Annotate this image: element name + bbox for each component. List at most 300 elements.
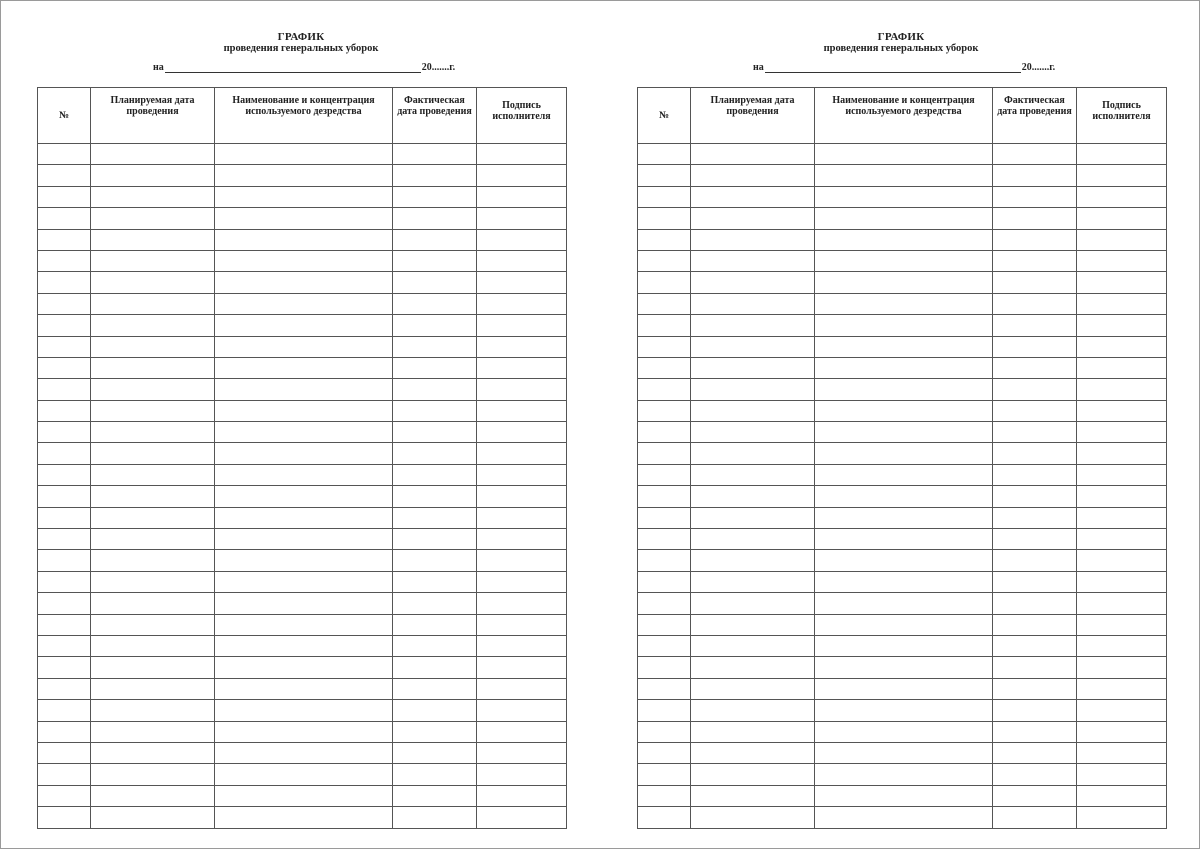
- cell-actual-date[interactable]: [393, 165, 477, 186]
- cell-planned-date[interactable]: [91, 657, 215, 678]
- cell-actual-date[interactable]: [993, 593, 1077, 614]
- cell-signature[interactable]: [477, 507, 567, 528]
- cell-signature[interactable]: [1077, 721, 1167, 742]
- cell-signature[interactable]: [477, 486, 567, 507]
- cell-number[interactable]: [38, 315, 91, 336]
- cell-actual-date[interactable]: [993, 379, 1077, 400]
- cell-actual-date[interactable]: [393, 700, 477, 721]
- cell-signature[interactable]: [1077, 614, 1167, 635]
- cell-actual-date[interactable]: [393, 422, 477, 443]
- cell-actual-date[interactable]: [393, 764, 477, 785]
- cell-disinfectant[interactable]: [215, 208, 393, 229]
- cell-planned-date[interactable]: [691, 422, 815, 443]
- cell-actual-date[interactable]: [993, 614, 1077, 635]
- cell-signature[interactable]: [1077, 208, 1167, 229]
- cell-actual-date[interactable]: [993, 529, 1077, 550]
- cell-planned-date[interactable]: [691, 700, 815, 721]
- cell-signature[interactable]: [1077, 250, 1167, 271]
- cell-planned-date[interactable]: [91, 614, 215, 635]
- cell-planned-date[interactable]: [691, 379, 815, 400]
- cell-actual-date[interactable]: [993, 400, 1077, 421]
- cell-disinfectant[interactable]: [215, 721, 393, 742]
- cell-signature[interactable]: [477, 229, 567, 250]
- cell-actual-date[interactable]: [393, 507, 477, 528]
- cell-signature[interactable]: [1077, 293, 1167, 314]
- cell-disinfectant[interactable]: [215, 657, 393, 678]
- cell-actual-date[interactable]: [993, 165, 1077, 186]
- cell-actual-date[interactable]: [393, 614, 477, 635]
- period-blank[interactable]: [765, 63, 1021, 73]
- cell-signature[interactable]: [477, 464, 567, 485]
- cell-actual-date[interactable]: [993, 742, 1077, 763]
- cell-signature[interactable]: [1077, 550, 1167, 571]
- cell-actual-date[interactable]: [993, 507, 1077, 528]
- cell-planned-date[interactable]: [91, 700, 215, 721]
- cell-actual-date[interactable]: [393, 186, 477, 207]
- cell-disinfectant[interactable]: [815, 250, 993, 271]
- cell-number[interactable]: [638, 785, 691, 806]
- cell-planned-date[interactable]: [691, 464, 815, 485]
- cell-signature[interactable]: [477, 144, 567, 165]
- cell-planned-date[interactable]: [691, 550, 815, 571]
- cell-number[interactable]: [638, 657, 691, 678]
- cell-number[interactable]: [638, 593, 691, 614]
- cell-number[interactable]: [38, 678, 91, 699]
- cell-signature[interactable]: [477, 400, 567, 421]
- cell-planned-date[interactable]: [691, 657, 815, 678]
- cell-number[interactable]: [38, 165, 91, 186]
- cell-number[interactable]: [38, 379, 91, 400]
- cell-planned-date[interactable]: [91, 400, 215, 421]
- cell-signature[interactable]: [477, 764, 567, 785]
- cell-number[interactable]: [638, 379, 691, 400]
- cell-disinfectant[interactable]: [815, 593, 993, 614]
- cell-number[interactable]: [638, 357, 691, 378]
- cell-disinfectant[interactable]: [815, 507, 993, 528]
- cell-actual-date[interactable]: [393, 486, 477, 507]
- cell-planned-date[interactable]: [91, 764, 215, 785]
- cell-number[interactable]: [638, 529, 691, 550]
- cell-disinfectant[interactable]: [815, 443, 993, 464]
- cell-signature[interactable]: [1077, 507, 1167, 528]
- cell-disinfectant[interactable]: [215, 571, 393, 592]
- cell-disinfectant[interactable]: [815, 529, 993, 550]
- cell-signature[interactable]: [1077, 678, 1167, 699]
- cell-number[interactable]: [38, 507, 91, 528]
- cell-number[interactable]: [638, 165, 691, 186]
- cell-disinfectant[interactable]: [215, 272, 393, 293]
- cell-actual-date[interactable]: [393, 293, 477, 314]
- cell-number[interactable]: [38, 807, 91, 828]
- cell-actual-date[interactable]: [993, 208, 1077, 229]
- cell-planned-date[interactable]: [691, 678, 815, 699]
- cell-actual-date[interactable]: [393, 571, 477, 592]
- cell-disinfectant[interactable]: [815, 635, 993, 656]
- cell-planned-date[interactable]: [91, 186, 215, 207]
- cell-actual-date[interactable]: [993, 144, 1077, 165]
- cell-planned-date[interactable]: [91, 464, 215, 485]
- cell-planned-date[interactable]: [691, 742, 815, 763]
- cell-signature[interactable]: [1077, 486, 1167, 507]
- cell-planned-date[interactable]: [91, 250, 215, 271]
- cell-actual-date[interactable]: [993, 357, 1077, 378]
- cell-actual-date[interactable]: [393, 529, 477, 550]
- cell-number[interactable]: [38, 443, 91, 464]
- cell-disinfectant[interactable]: [815, 678, 993, 699]
- cell-signature[interactable]: [477, 785, 567, 806]
- cell-actual-date[interactable]: [993, 721, 1077, 742]
- cell-number[interactable]: [38, 208, 91, 229]
- cell-disinfectant[interactable]: [215, 250, 393, 271]
- cell-planned-date[interactable]: [91, 486, 215, 507]
- cell-number[interactable]: [638, 293, 691, 314]
- cell-planned-date[interactable]: [91, 678, 215, 699]
- cell-number[interactable]: [638, 272, 691, 293]
- cell-planned-date[interactable]: [91, 379, 215, 400]
- cell-number[interactable]: [638, 208, 691, 229]
- cell-disinfectant[interactable]: [215, 165, 393, 186]
- cell-signature[interactable]: [477, 529, 567, 550]
- cell-signature[interactable]: [477, 272, 567, 293]
- cell-number[interactable]: [38, 529, 91, 550]
- cell-planned-date[interactable]: [691, 229, 815, 250]
- cell-number[interactable]: [638, 144, 691, 165]
- cell-actual-date[interactable]: [993, 272, 1077, 293]
- cell-signature[interactable]: [1077, 464, 1167, 485]
- cell-actual-date[interactable]: [993, 764, 1077, 785]
- cell-number[interactable]: [38, 229, 91, 250]
- cell-actual-date[interactable]: [393, 400, 477, 421]
- cell-number[interactable]: [638, 422, 691, 443]
- cell-actual-date[interactable]: [993, 635, 1077, 656]
- cell-signature[interactable]: [477, 336, 567, 357]
- cell-number[interactable]: [638, 764, 691, 785]
- cell-actual-date[interactable]: [393, 208, 477, 229]
- cell-disinfectant[interactable]: [215, 144, 393, 165]
- cell-actual-date[interactable]: [993, 293, 1077, 314]
- cell-number[interactable]: [638, 742, 691, 763]
- cell-actual-date[interactable]: [993, 678, 1077, 699]
- cell-actual-date[interactable]: [393, 272, 477, 293]
- cell-planned-date[interactable]: [691, 571, 815, 592]
- cell-disinfectant[interactable]: [215, 357, 393, 378]
- cell-actual-date[interactable]: [393, 678, 477, 699]
- cell-number[interactable]: [38, 186, 91, 207]
- cell-planned-date[interactable]: [91, 742, 215, 763]
- cell-planned-date[interactable]: [91, 785, 215, 806]
- cell-disinfectant[interactable]: [815, 400, 993, 421]
- cell-planned-date[interactable]: [691, 721, 815, 742]
- cell-disinfectant[interactable]: [815, 550, 993, 571]
- cell-planned-date[interactable]: [91, 422, 215, 443]
- cell-number[interactable]: [38, 400, 91, 421]
- cell-disinfectant[interactable]: [815, 486, 993, 507]
- cell-signature[interactable]: [477, 678, 567, 699]
- cell-signature[interactable]: [477, 379, 567, 400]
- cell-actual-date[interactable]: [393, 742, 477, 763]
- cell-number[interactable]: [638, 400, 691, 421]
- cell-actual-date[interactable]: [393, 336, 477, 357]
- cell-signature[interactable]: [477, 593, 567, 614]
- cell-planned-date[interactable]: [691, 186, 815, 207]
- cell-signature[interactable]: [1077, 764, 1167, 785]
- cell-actual-date[interactable]: [993, 422, 1077, 443]
- cell-number[interactable]: [38, 764, 91, 785]
- cell-planned-date[interactable]: [91, 721, 215, 742]
- cell-signature[interactable]: [1077, 422, 1167, 443]
- cell-number[interactable]: [38, 293, 91, 314]
- cell-disinfectant[interactable]: [815, 785, 993, 806]
- cell-planned-date[interactable]: [691, 144, 815, 165]
- cell-actual-date[interactable]: [393, 315, 477, 336]
- cell-number[interactable]: [38, 250, 91, 271]
- cell-number[interactable]: [38, 700, 91, 721]
- cell-number[interactable]: [38, 721, 91, 742]
- cell-number[interactable]: [638, 571, 691, 592]
- cell-number[interactable]: [638, 336, 691, 357]
- cell-number[interactable]: [38, 635, 91, 656]
- cell-disinfectant[interactable]: [215, 742, 393, 763]
- cell-signature[interactable]: [1077, 144, 1167, 165]
- cell-signature[interactable]: [1077, 357, 1167, 378]
- cell-actual-date[interactable]: [993, 807, 1077, 828]
- cell-actual-date[interactable]: [993, 550, 1077, 571]
- cell-signature[interactable]: [1077, 742, 1167, 763]
- cell-disinfectant[interactable]: [215, 315, 393, 336]
- cell-disinfectant[interactable]: [815, 571, 993, 592]
- cell-disinfectant[interactable]: [815, 721, 993, 742]
- cell-planned-date[interactable]: [91, 144, 215, 165]
- cell-actual-date[interactable]: [393, 657, 477, 678]
- cell-signature[interactable]: [1077, 593, 1167, 614]
- cell-disinfectant[interactable]: [815, 464, 993, 485]
- cell-planned-date[interactable]: [691, 208, 815, 229]
- cell-planned-date[interactable]: [91, 272, 215, 293]
- cell-disinfectant[interactable]: [215, 229, 393, 250]
- cell-disinfectant[interactable]: [215, 529, 393, 550]
- cell-disinfectant[interactable]: [215, 614, 393, 635]
- cell-planned-date[interactable]: [691, 272, 815, 293]
- cell-planned-date[interactable]: [91, 807, 215, 828]
- cell-actual-date[interactable]: [993, 229, 1077, 250]
- cell-signature[interactable]: [1077, 315, 1167, 336]
- cell-disinfectant[interactable]: [815, 165, 993, 186]
- cell-number[interactable]: [638, 250, 691, 271]
- cell-disinfectant[interactable]: [215, 678, 393, 699]
- cell-planned-date[interactable]: [91, 635, 215, 656]
- cell-number[interactable]: [38, 614, 91, 635]
- cell-number[interactable]: [638, 700, 691, 721]
- cell-planned-date[interactable]: [691, 614, 815, 635]
- cell-disinfectant[interactable]: [215, 486, 393, 507]
- cell-number[interactable]: [638, 807, 691, 828]
- cell-disinfectant[interactable]: [815, 422, 993, 443]
- cell-planned-date[interactable]: [691, 807, 815, 828]
- cell-number[interactable]: [638, 507, 691, 528]
- cell-planned-date[interactable]: [691, 165, 815, 186]
- cell-signature[interactable]: [1077, 657, 1167, 678]
- cell-disinfectant[interactable]: [215, 550, 393, 571]
- cell-disinfectant[interactable]: [215, 443, 393, 464]
- cell-disinfectant[interactable]: [215, 785, 393, 806]
- cell-disinfectant[interactable]: [215, 507, 393, 528]
- cell-actual-date[interactable]: [993, 700, 1077, 721]
- cell-actual-date[interactable]: [993, 657, 1077, 678]
- cell-number[interactable]: [638, 229, 691, 250]
- cell-planned-date[interactable]: [91, 315, 215, 336]
- cell-actual-date[interactable]: [393, 807, 477, 828]
- cell-disinfectant[interactable]: [815, 336, 993, 357]
- cell-signature[interactable]: [477, 614, 567, 635]
- cell-number[interactable]: [638, 678, 691, 699]
- cell-disinfectant[interactable]: [815, 807, 993, 828]
- cell-number[interactable]: [638, 721, 691, 742]
- cell-planned-date[interactable]: [91, 593, 215, 614]
- cell-signature[interactable]: [477, 657, 567, 678]
- cell-actual-date[interactable]: [393, 357, 477, 378]
- cell-disinfectant[interactable]: [215, 593, 393, 614]
- cell-signature[interactable]: [1077, 165, 1167, 186]
- cell-disinfectant[interactable]: [215, 293, 393, 314]
- cell-actual-date[interactable]: [993, 443, 1077, 464]
- cell-disinfectant[interactable]: [215, 422, 393, 443]
- cell-planned-date[interactable]: [691, 357, 815, 378]
- cell-planned-date[interactable]: [691, 400, 815, 421]
- cell-actual-date[interactable]: [393, 785, 477, 806]
- cell-number[interactable]: [38, 422, 91, 443]
- cell-number[interactable]: [638, 315, 691, 336]
- period-blank[interactable]: [165, 63, 421, 73]
- cell-number[interactable]: [638, 635, 691, 656]
- cell-number[interactable]: [38, 464, 91, 485]
- cell-signature[interactable]: [477, 250, 567, 271]
- cell-planned-date[interactable]: [691, 443, 815, 464]
- cell-signature[interactable]: [477, 293, 567, 314]
- cell-actual-date[interactable]: [393, 635, 477, 656]
- cell-number[interactable]: [638, 550, 691, 571]
- cell-planned-date[interactable]: [91, 165, 215, 186]
- cell-signature[interactable]: [477, 635, 567, 656]
- cell-disinfectant[interactable]: [815, 700, 993, 721]
- cell-actual-date[interactable]: [993, 336, 1077, 357]
- cell-signature[interactable]: [477, 550, 567, 571]
- cell-disinfectant[interactable]: [815, 186, 993, 207]
- cell-disinfectant[interactable]: [815, 315, 993, 336]
- cell-number[interactable]: [38, 571, 91, 592]
- cell-planned-date[interactable]: [91, 571, 215, 592]
- cell-actual-date[interactable]: [993, 186, 1077, 207]
- cell-planned-date[interactable]: [691, 785, 815, 806]
- cell-actual-date[interactable]: [393, 464, 477, 485]
- cell-signature[interactable]: [477, 186, 567, 207]
- cell-actual-date[interactable]: [393, 550, 477, 571]
- cell-actual-date[interactable]: [393, 593, 477, 614]
- cell-signature[interactable]: [477, 700, 567, 721]
- cell-planned-date[interactable]: [91, 550, 215, 571]
- cell-disinfectant[interactable]: [215, 400, 393, 421]
- cell-number[interactable]: [638, 443, 691, 464]
- cell-signature[interactable]: [477, 571, 567, 592]
- cell-number[interactable]: [38, 336, 91, 357]
- cell-number[interactable]: [638, 614, 691, 635]
- cell-disinfectant[interactable]: [215, 700, 393, 721]
- cell-planned-date[interactable]: [91, 443, 215, 464]
- cell-planned-date[interactable]: [691, 250, 815, 271]
- cell-disinfectant[interactable]: [215, 635, 393, 656]
- cell-signature[interactable]: [1077, 700, 1167, 721]
- cell-signature[interactable]: [1077, 336, 1167, 357]
- cell-disinfectant[interactable]: [815, 208, 993, 229]
- cell-number[interactable]: [38, 742, 91, 763]
- cell-signature[interactable]: [477, 807, 567, 828]
- cell-number[interactable]: [38, 550, 91, 571]
- cell-actual-date[interactable]: [993, 250, 1077, 271]
- cell-planned-date[interactable]: [91, 293, 215, 314]
- cell-signature[interactable]: [477, 315, 567, 336]
- cell-signature[interactable]: [1077, 785, 1167, 806]
- cell-disinfectant[interactable]: [815, 272, 993, 293]
- cell-disinfectant[interactable]: [815, 229, 993, 250]
- cell-number[interactable]: [638, 464, 691, 485]
- cell-signature[interactable]: [477, 165, 567, 186]
- cell-signature[interactable]: [477, 721, 567, 742]
- cell-number[interactable]: [38, 785, 91, 806]
- cell-number[interactable]: [38, 357, 91, 378]
- cell-signature[interactable]: [1077, 443, 1167, 464]
- cell-number[interactable]: [38, 486, 91, 507]
- cell-planned-date[interactable]: [91, 357, 215, 378]
- cell-planned-date[interactable]: [691, 293, 815, 314]
- cell-disinfectant[interactable]: [815, 764, 993, 785]
- cell-actual-date[interactable]: [993, 315, 1077, 336]
- cell-signature[interactable]: [477, 357, 567, 378]
- cell-disinfectant[interactable]: [215, 186, 393, 207]
- cell-planned-date[interactable]: [691, 764, 815, 785]
- cell-signature[interactable]: [1077, 186, 1167, 207]
- cell-disinfectant[interactable]: [215, 464, 393, 485]
- cell-signature[interactable]: [477, 208, 567, 229]
- cell-disinfectant[interactable]: [815, 379, 993, 400]
- cell-signature[interactable]: [1077, 529, 1167, 550]
- cell-signature[interactable]: [1077, 379, 1167, 400]
- cell-planned-date[interactable]: [91, 507, 215, 528]
- cell-planned-date[interactable]: [691, 315, 815, 336]
- cell-signature[interactable]: [1077, 571, 1167, 592]
- cell-signature[interactable]: [1077, 400, 1167, 421]
- cell-signature[interactable]: [1077, 272, 1167, 293]
- cell-disinfectant[interactable]: [215, 807, 393, 828]
- cell-number[interactable]: [38, 657, 91, 678]
- cell-planned-date[interactable]: [91, 229, 215, 250]
- cell-actual-date[interactable]: [393, 721, 477, 742]
- cell-disinfectant[interactable]: [215, 379, 393, 400]
- cell-planned-date[interactable]: [691, 529, 815, 550]
- cell-disinfectant[interactable]: [815, 742, 993, 763]
- cell-disinfectant[interactable]: [815, 293, 993, 314]
- cell-planned-date[interactable]: [691, 593, 815, 614]
- cell-planned-date[interactable]: [91, 336, 215, 357]
- cell-planned-date[interactable]: [91, 208, 215, 229]
- cell-planned-date[interactable]: [91, 529, 215, 550]
- cell-planned-date[interactable]: [691, 507, 815, 528]
- cell-signature[interactable]: [477, 742, 567, 763]
- cell-actual-date[interactable]: [393, 229, 477, 250]
- cell-number[interactable]: [38, 272, 91, 293]
- cell-actual-date[interactable]: [993, 464, 1077, 485]
- cell-signature[interactable]: [1077, 635, 1167, 656]
- cell-disinfectant[interactable]: [215, 336, 393, 357]
- cell-number[interactable]: [638, 486, 691, 507]
